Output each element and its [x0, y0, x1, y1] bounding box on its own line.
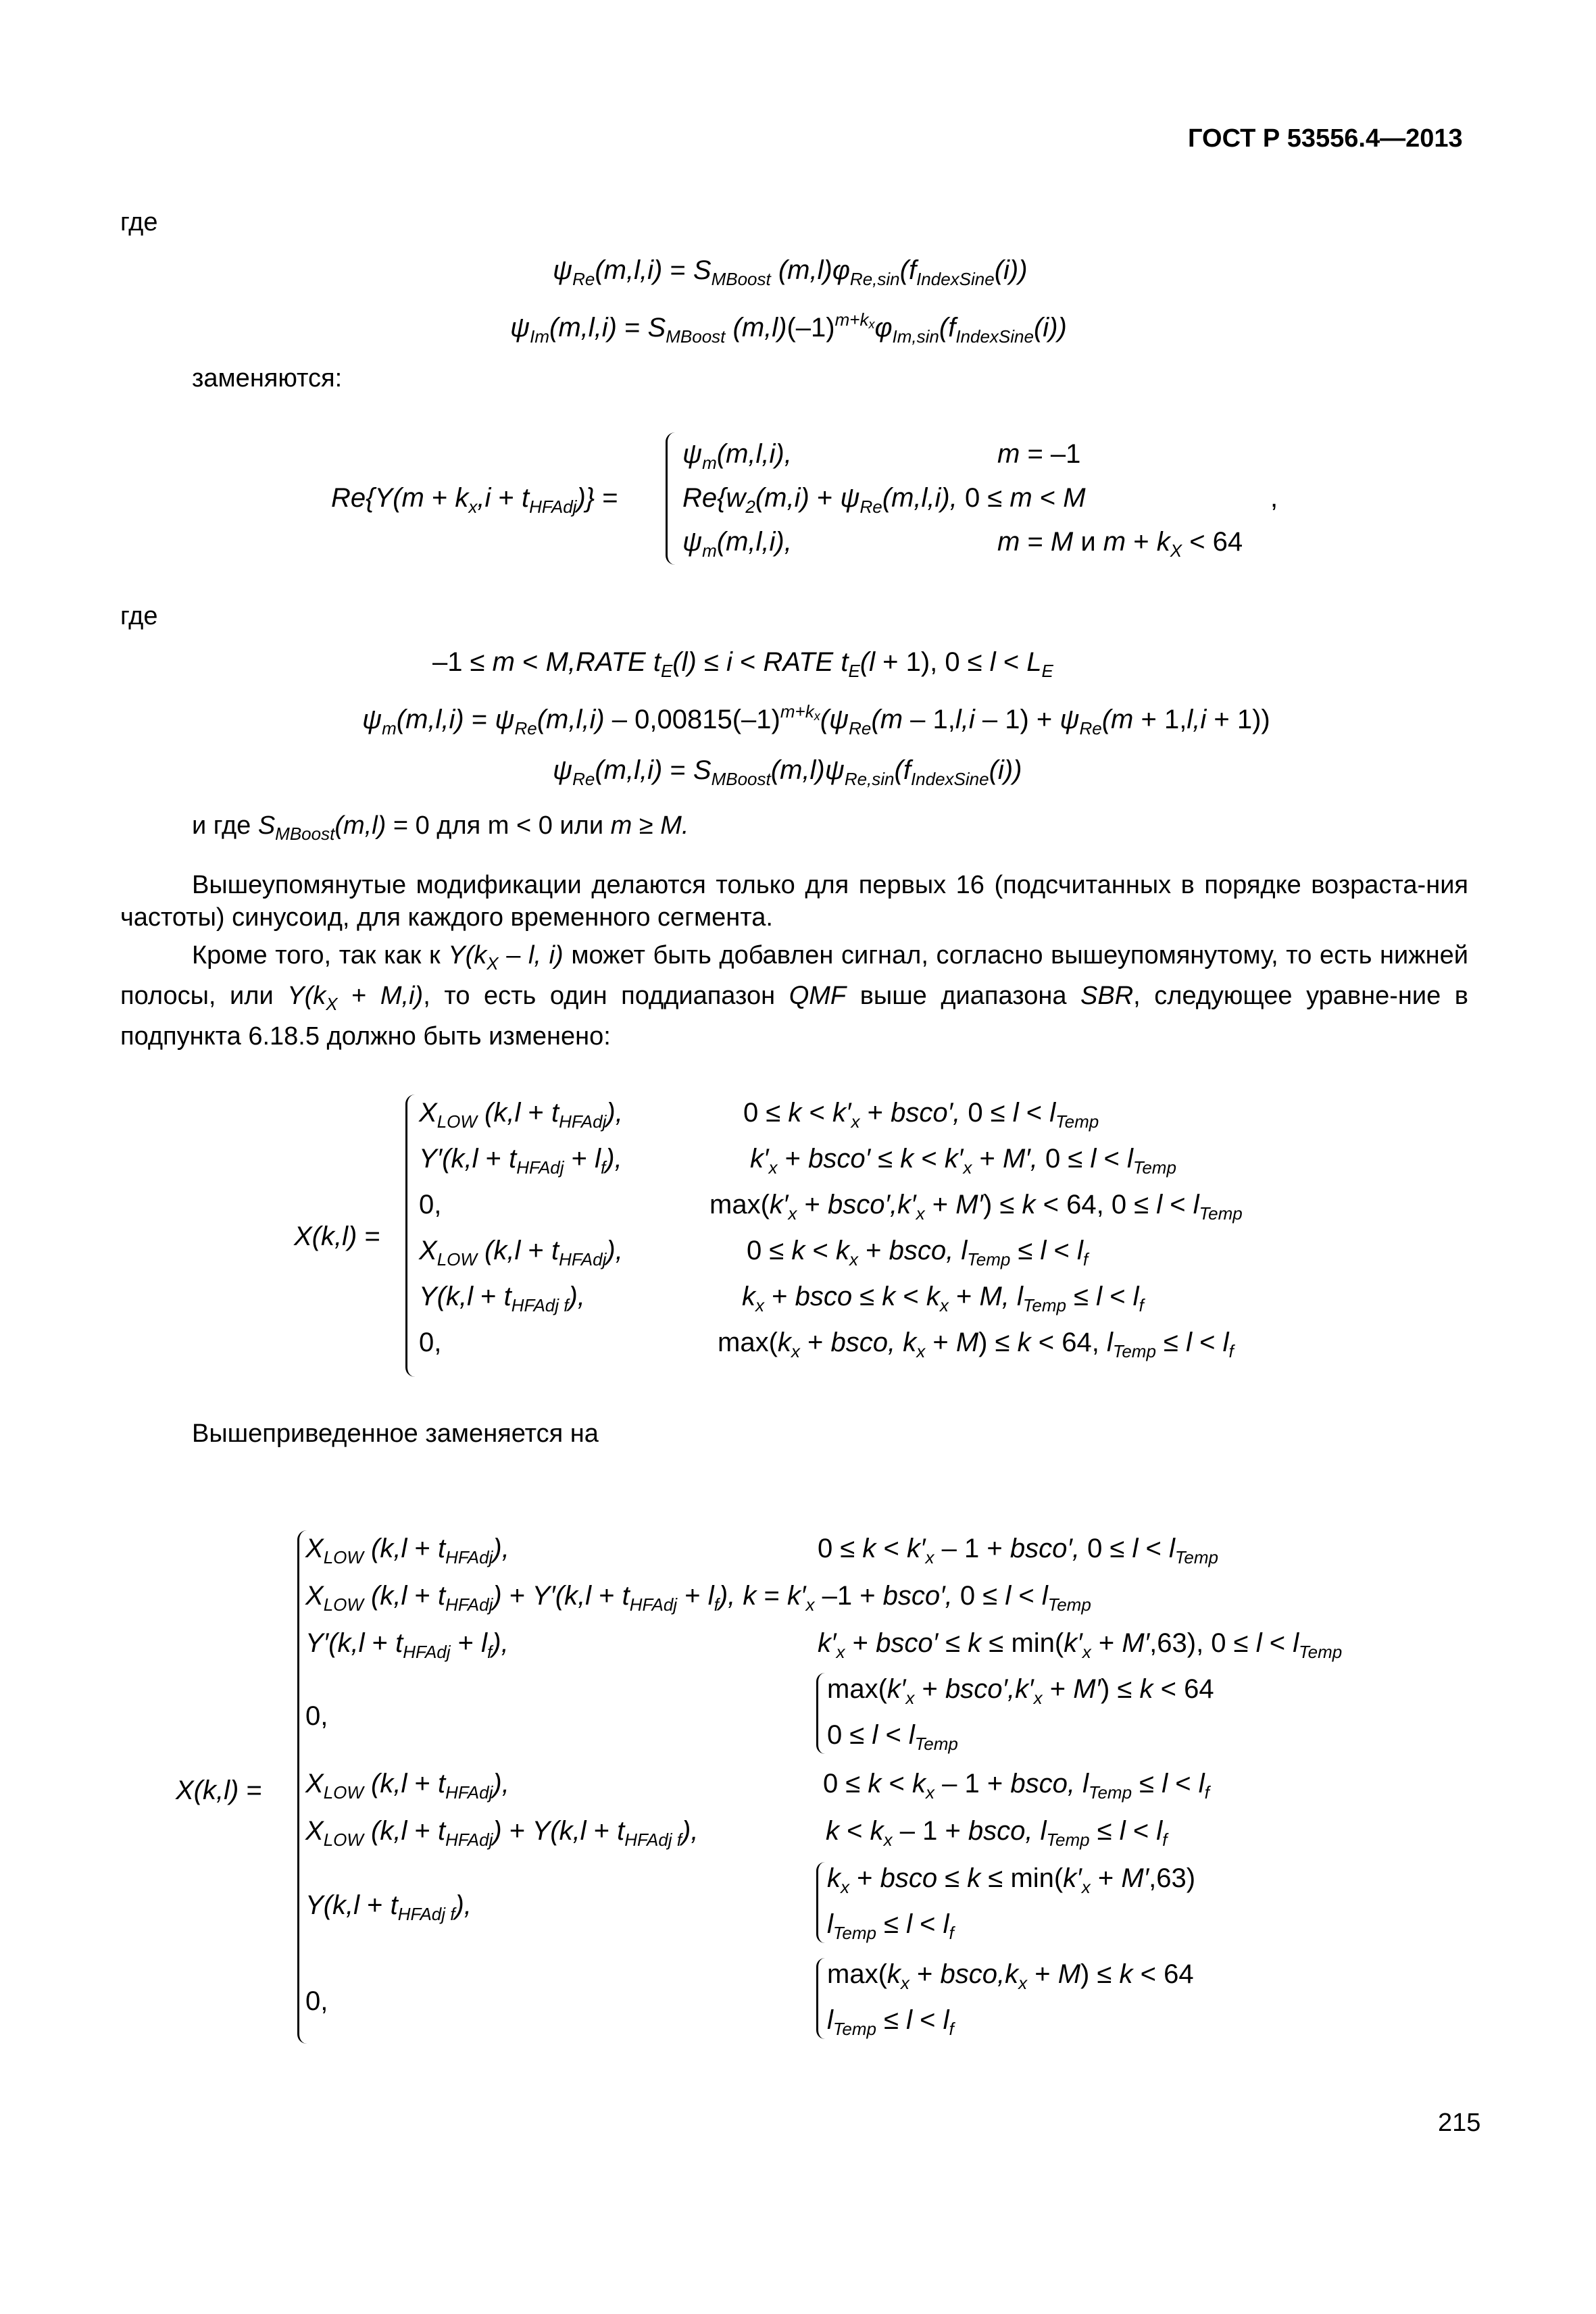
- case-3-row-5: $X_{LOW}$ $(k,l + t_{HFAdj})$,: [305, 1769, 509, 1803]
- label-replaced-by: Вышеприведенное заменяется на: [192, 1419, 599, 1448]
- case-2-cond-5: $k_x$ + bsco ≤ $k < k_x + M$, $l_{Temp} \le l < l_f$: [742, 1282, 1144, 1315]
- brace-1: [666, 432, 677, 565]
- case-3-cond-5: $0 \le k < k_x - 1$ + bsco, $l_{Temp} \le l < l_f$: [823, 1769, 1210, 1803]
- case-1-cond-3: m = M и $m + k_X < 64$: [997, 527, 1243, 561]
- case-2-row-3: 0,: [419, 1190, 442, 1219]
- label-where-1: где: [120, 208, 158, 236]
- and-where-tail: = 0 для m < 0 или: [386, 811, 611, 840]
- brace-3a: [816, 1673, 825, 1754]
- page-number: 215: [1438, 2109, 1481, 2137]
- case-2-cond-1: $0 \le k < k'_x$ + bsco′, $0 \le l < l_{Temp}$: [743, 1098, 1099, 1132]
- formula-psi-m: $\psi_m(m,l,i) = \psi_{Re}(m,l,i) - 0,00815(-1)^{m+k_x}(\psi_{Re}(m - 1,l,i - 1) + \psi_{Re}(m + 1,l,i + 1))$: [362, 701, 1270, 738]
- case-2-cond-2: $k'_x$ + bsco′ ≤ $k < k'_x + M'$, $0 \le l < l_{Temp}$: [750, 1144, 1176, 1178]
- case-3-row-2: $X_{LOW}$ $(k,l + t_{HFAdj}) + Y'(k,l + t_{HFAdj} + l_f)$, $k = k'_x$ –1 + bsco′, $0 \le l < l_{Temp}$: [305, 1581, 1091, 1615]
- brace-2: [405, 1095, 418, 1377]
- and-where-line: и где $S_{MBoost}(m,l) = 0$ для m < 0 или m ≥ M.: [192, 811, 689, 844]
- formula-comma: ,: [1270, 483, 1278, 513]
- formula-x-kl-lhs-2: X(k,l) =: [176, 1776, 262, 1805]
- case-3-cond-8b: $l_{Temp} \le l < l_f$: [827, 2005, 954, 2039]
- case-3-cond-6: $k < k_x - 1$ + bsco, $l_{Temp} \le l < l_f$: [826, 1816, 1168, 1850]
- case-3-cond-4b: $0 \le l < l_{Temp}$: [827, 1720, 958, 1754]
- p2-sbr: SBR: [1080, 982, 1134, 1010]
- case-2-cond-6: $\max(k_x$ + bsco, $k_x + M) \le k < 64$, $l_{Temp} \le l < l_f$: [718, 1328, 1234, 1361]
- p2-qmf: QMF: [789, 982, 847, 1010]
- brace-3b: [816, 1862, 825, 1943]
- brace-3c: [816, 1958, 825, 2039]
- document-id: ГОСТ Р 53556.4—2013: [1188, 124, 1463, 153]
- case-1-cond-1: m = –1: [997, 439, 1081, 469]
- case-3-row-7: $Y(k,l + t_{HFAdj f})$,: [305, 1890, 472, 1924]
- and-where-prefix: и где: [192, 811, 258, 840]
- case-2-cond-3: $\max(k'_x$ + $bsco',k'_x + M') \le k < 64$, $0 \le l < l_{Temp}$: [709, 1190, 1243, 1224]
- p2-part2: может быть добавлен сигнал, согласно вышеупомянутому, то есть нижней полосы, или: [120, 941, 1468, 1010]
- p2-part1: Кроме того, так как к: [192, 941, 449, 970]
- label-where-2: где: [120, 602, 158, 630]
- case-3-cond-7b: $l_{Temp} \le l < l_f$: [827, 1909, 954, 1943]
- case-3-row-4: 0,: [305, 1701, 328, 1731]
- case-1-row-3: $\psi_m(m,l,i)$,: [682, 527, 792, 561]
- case-1-row-1: $\psi_m(m,l,i)$,: [682, 439, 792, 473]
- case-3-cond-7a: $k_x$ + bsco ≤ $k \le \min(k'_x + M',63)$: [827, 1863, 1196, 1897]
- case-3-cond-4a: $\max(k'_x$ + $bsco',k'_x + M') \le k < 64$: [827, 1674, 1214, 1708]
- case-3-row-6: $X_{LOW}$ $(k,l + t_{HFAdj}) + Y(k,l + t_{HFAdj f})$,: [305, 1816, 699, 1850]
- label-replaced: заменяются:: [192, 364, 343, 393]
- case-3-cond-8a: $\max(k_x$ + $bsco,k_x + M) \le k < 64$: [827, 1959, 1194, 1993]
- case-2-cond-4: $0 \le k < k_x$ + bsco, $l_{Temp} \le l < l_f$: [747, 1236, 1089, 1269]
- case-3-row-1: $X_{LOW}$ $(k,l + t_{HFAdj})$,: [305, 1534, 509, 1567]
- case-2-row-5: $Y(k,l + t_{HFAdj f})$,: [419, 1282, 585, 1315]
- p2-part4: выше диапазона: [846, 982, 1081, 1010]
- case-2-row-1: $X_{LOW}$ $(k,l + t_{HFAdj})$,: [419, 1098, 623, 1132]
- case-2-row-6: 0,: [419, 1328, 442, 1357]
- p2-part5: , следующее уравне-ние в подпункта 6.18.5 должно быть изменено:: [120, 982, 1468, 1051]
- case-3-cond-1: $0 \le k < k'_x - 1$ + bsco′, $0 \le l < l_{Temp}$: [818, 1534, 1218, 1567]
- formula-x-kl-lhs-1: X(k,l) =: [294, 1222, 380, 1251]
- formula-psi-re-2: $\psi_{Re}(m,l,i) = S_{MBoost}(m,l)\psi_{Re,sin}(f_{IndexSine}(i))$: [553, 755, 1022, 789]
- case-3-row-8: 0,: [305, 1986, 328, 2016]
- case-3-cond-3: $k'_x$ + bsco′ ≤ $k \le \min(k'_x + M',63)$, $0 \le l < l_{Temp}$: [818, 1628, 1343, 1662]
- case-2-row-4: $X_{LOW}$ $(k,l + t_{HFAdj})$,: [419, 1236, 623, 1269]
- formula-re-y-lhs: $Re\{Y(m + k_x,i + t_{HFAdj})\}$ =: [331, 483, 618, 517]
- formula-psi-im: $\psi_{Im}(m,l,i) = S_{MBoost}$ $(m,l)(-1)^{m+k_x}\varphi_{Im,sin}(f_{IndexSine}(i))$: [510, 309, 1067, 347]
- case-3-row-3: $Y'(k,l + t_{HFAdj} + l_f)$,: [305, 1628, 509, 1662]
- case-2-row-2: $Y'(k,l + t_{HFAdj} + l_f)$,: [419, 1144, 622, 1178]
- paragraph-1: Вышеупомянутые модификации делаются только для первых 16 (подсчитанных в порядке возраста-ния частоты) синусоид, для каждого временного сегмента.: [120, 871, 1468, 932]
- formula-psi-re: $\psi_{Re}(m,l,i) = S_{MBoost}$ $(m,l)\varphi_{Re,sin}(f_{IndexSine}(i))$: [553, 255, 1028, 289]
- paragraph-2: Кроме того, так как к $Y(k_X$ – l, i) может быть добавлен сигнал, согласно вышеупомянутому, то есть нижней полосы, или $Y(k_X + M,i)$, то есть один поддиапазон QMF выше диапазона SBR, следующее уравне-ние в подпункта 6.18.5 должно быть изменено:: [120, 941, 1468, 1051]
- case-1-row-2: $Re\{w_2(m,i) + \psi_{Re}(m,l,i)$, 0 ≤ m < M: [682, 483, 1086, 517]
- formula-range: –1 ≤ m < M,RATE $t_E(l) \le i$ < RATE $t_E(l + 1)$, $0 \le l < L_E$: [432, 647, 1053, 681]
- p2-part3: , то есть один поддиапазон: [423, 982, 789, 1010]
